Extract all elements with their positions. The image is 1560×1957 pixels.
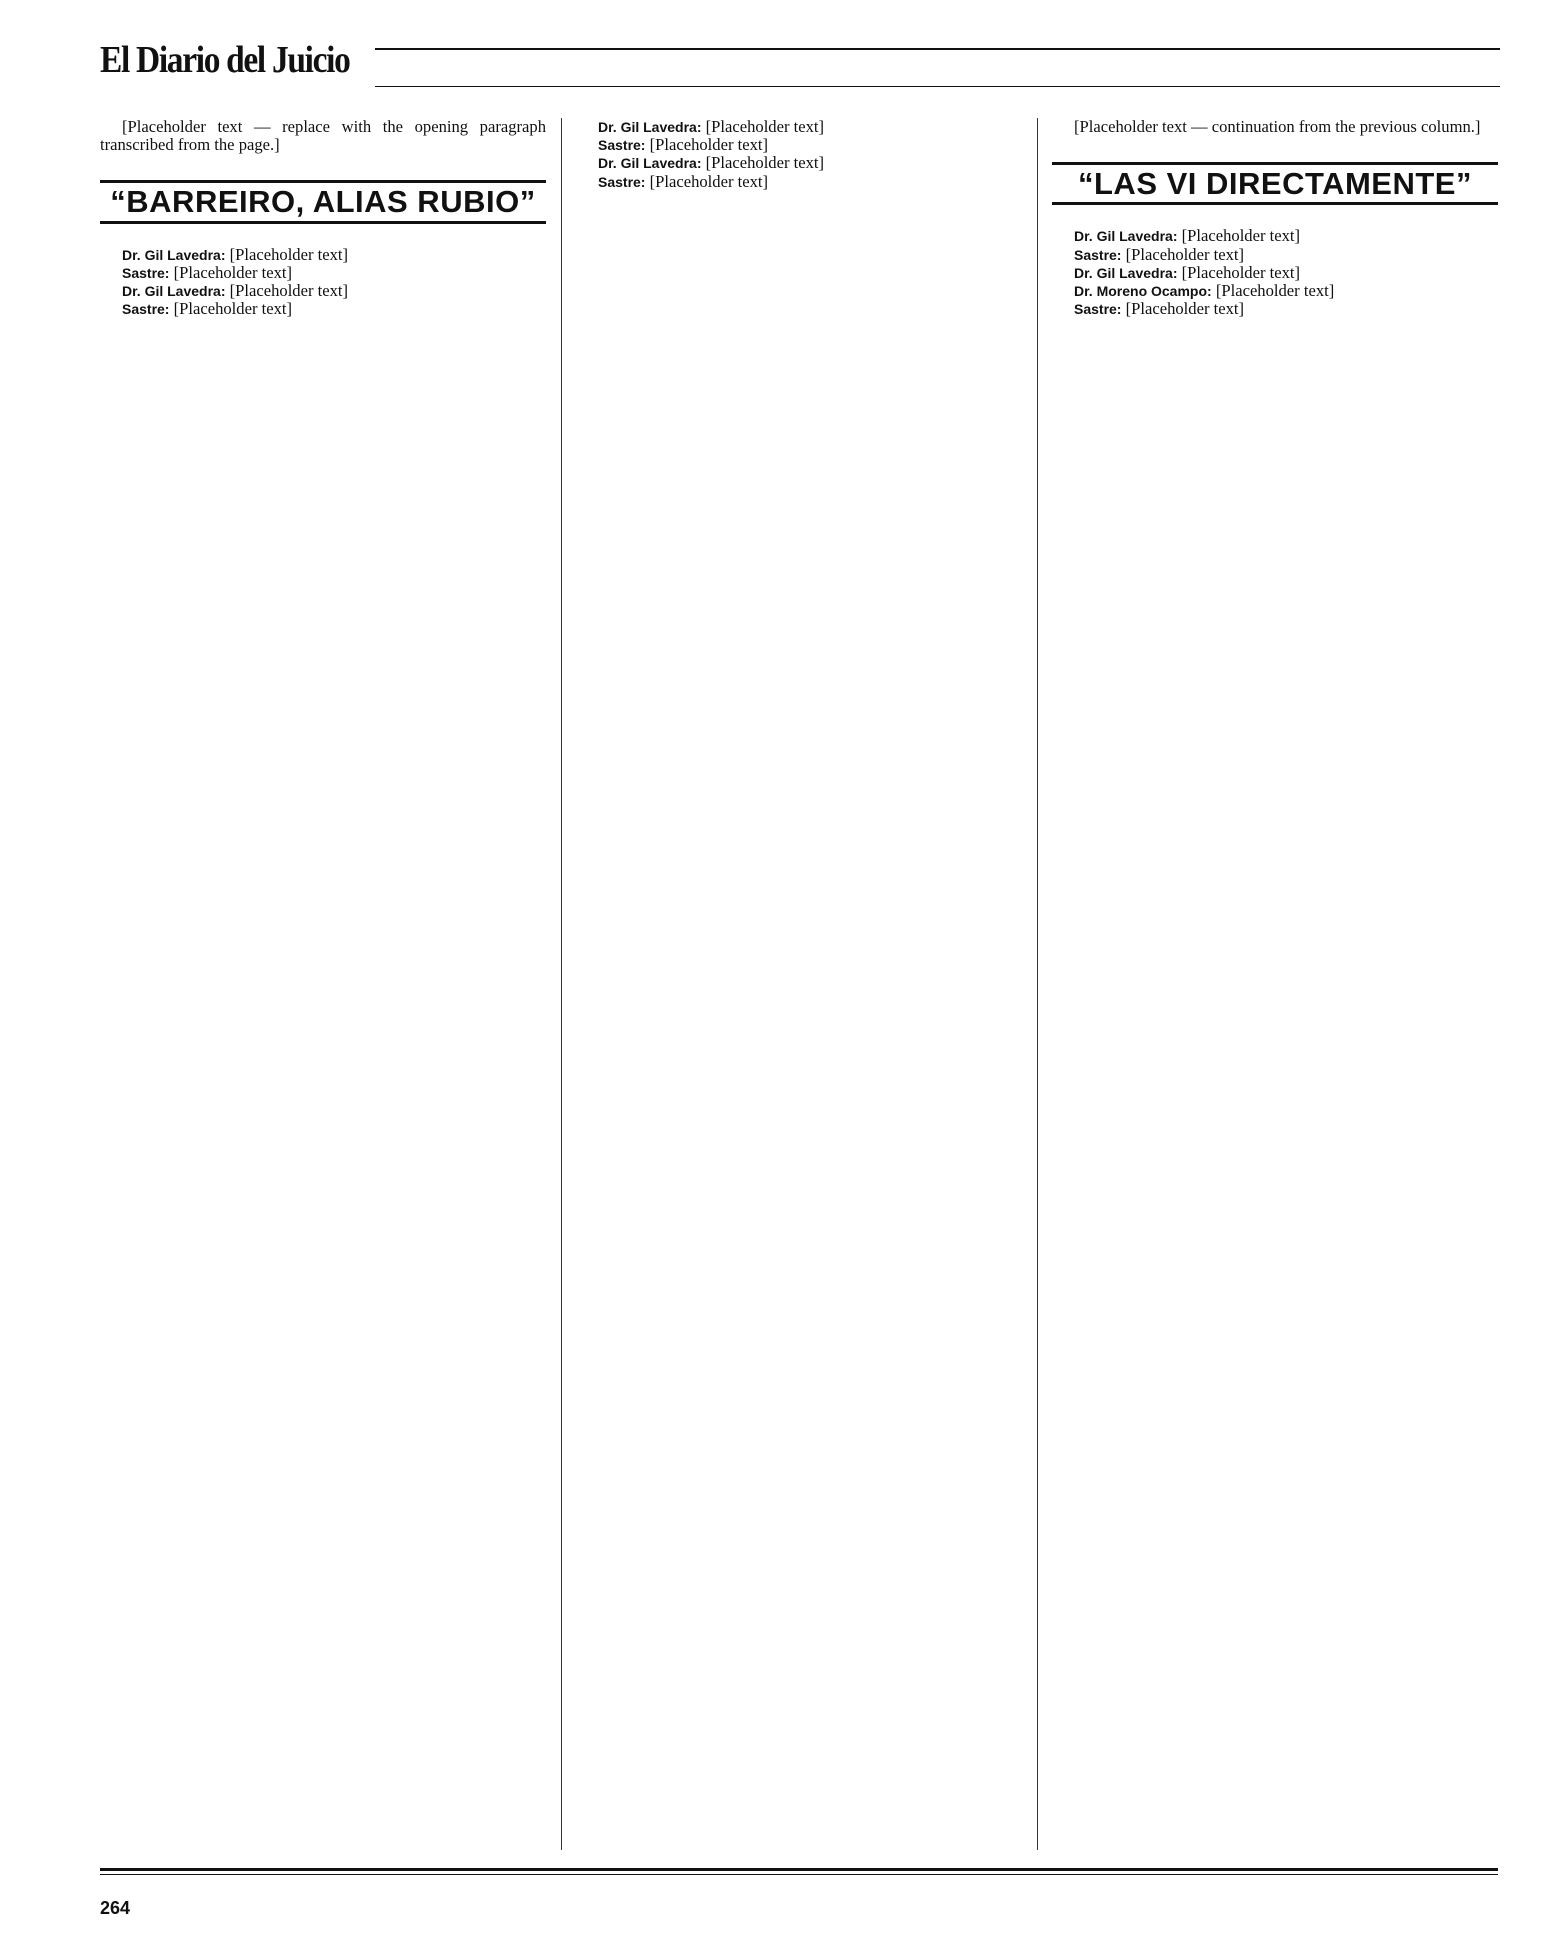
testimony-paragraph (1052, 264, 1498, 282)
paragraph-text: [Placeholder text — replace with the opening paragraph transcribed from the page.] (100, 118, 546, 155)
speaker-label: Dr. Gil Lavedra: (598, 119, 702, 135)
testimony-paragraph (100, 264, 546, 282)
masthead-rule-top (375, 48, 1500, 50)
paragraph-text: [Placeholder text] (173, 299, 293, 319)
testimony-paragraph (1052, 282, 1498, 300)
paragraph-text: [Placeholder text] (649, 135, 769, 155)
speaker-label: Dr. Gil Lavedra: (122, 246, 226, 263)
paragraph-text: [Placeholder text] (1181, 226, 1301, 246)
paragraph-text: [Placeholder text] (705, 153, 825, 173)
page-number: 264 (100, 1898, 131, 1918)
body-paragraph (1052, 118, 1498, 136)
speaker-label: Sastre: (122, 264, 170, 281)
paragraph-text: [Placeholder text] (1215, 281, 1335, 301)
column-divider (561, 118, 562, 1850)
column-divider (1037, 118, 1038, 1850)
footer-rule (100, 1874, 1498, 1875)
testimony-paragraph (576, 173, 1022, 191)
paragraph-text: [Placeholder text] (705, 118, 825, 136)
testimony-paragraph (100, 282, 546, 300)
paragraph-text: [Placeholder text — continuation from the previous column.] (1074, 118, 1481, 136)
section-heading: “BARREIRO, ALIAS RUBIO” (100, 180, 546, 223)
article-body (100, 118, 1498, 1850)
testimony-paragraph (1052, 227, 1498, 245)
speaker-label: Dr. Gil Lavedra: (1074, 264, 1178, 281)
footer-rule (100, 1868, 1498, 1871)
speaker-label: Sastre: (122, 301, 170, 318)
testimony-paragraph (1052, 300, 1498, 318)
paragraph-text: [Placeholder text] (1181, 262, 1301, 282)
testimony-paragraph (576, 136, 1022, 154)
speaker-label: Dr. Gil Lavedra: (122, 283, 226, 300)
speaker-label: Sastre: (1074, 246, 1122, 263)
paragraph-text: [Placeholder text] (1125, 244, 1245, 264)
testimony-paragraph (100, 300, 546, 318)
masthead-rule-bottom (375, 86, 1500, 87)
masthead-title: El Diario del Juicio (100, 39, 350, 81)
masthead (100, 38, 1500, 88)
speaker-label: Dr. Moreno Ocampo: (1074, 283, 1212, 300)
paragraph-text: [Placeholder text] (1125, 299, 1245, 319)
paragraph-text: [Placeholder text] (229, 244, 349, 264)
testimony-paragraph (1052, 246, 1498, 264)
text-column-2 (576, 118, 1022, 1850)
section-heading: “LAS VI DIRECTAMENTE” (1052, 162, 1498, 205)
testimony-paragraph (576, 118, 1022, 136)
text-column-3 (1052, 118, 1498, 1850)
text-column-1 (100, 118, 546, 1850)
paragraph-text: [Placeholder text] (229, 281, 349, 301)
testimony-paragraph (576, 154, 1022, 172)
speaker-label: Dr. Gil Lavedra: (1074, 228, 1178, 245)
paragraph-text: [Placeholder text] (173, 262, 293, 282)
speaker-label: Sastre: (1074, 301, 1122, 318)
testimony-paragraph (100, 246, 546, 264)
speaker-label: Sastre: (598, 137, 646, 154)
body-paragraph (100, 118, 546, 154)
paragraph-text: [Placeholder text] (649, 171, 769, 191)
speaker-label: Sastre: (598, 173, 646, 190)
speaker-label: Dr. Gil Lavedra: (598, 155, 702, 172)
